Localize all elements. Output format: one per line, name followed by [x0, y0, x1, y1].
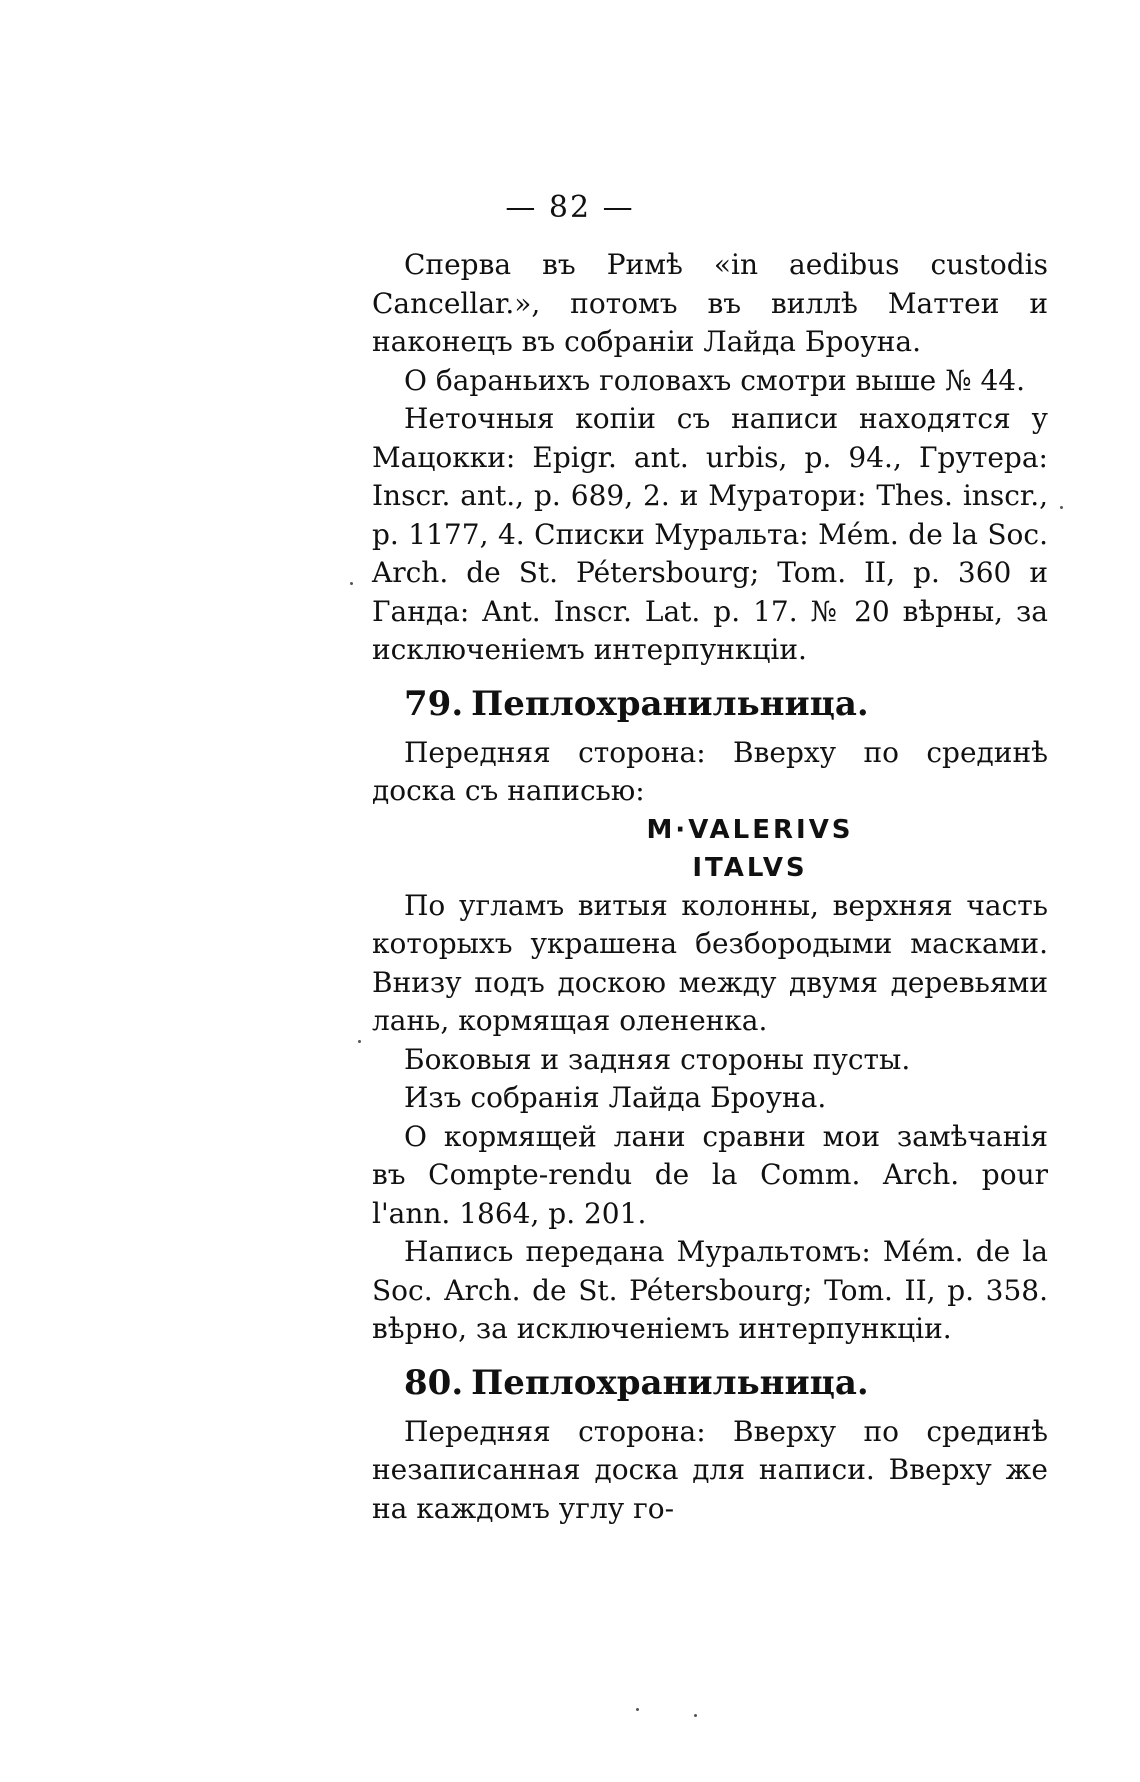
inscription-line-1: M·VALERIVS: [646, 814, 854, 845]
paragraph-79-collection: Изъ собранія Лайда Броуна.: [404, 1081, 827, 1114]
heading-79-number: 79.: [404, 683, 464, 724]
paragraph-ram-heads: О бараньихъ головахъ смотри выше № 44.: [404, 363, 1026, 397]
paragraph-79-columns: По угламъ витыя колонны, верхняя часть которыхъ украшена безбородыми масками. Внизу подъ доскою между двумя деревьями лань, кормящая олененка.: [372, 888, 1048, 1037]
paragraph-copies: Неточныя копіи съ написи находятся у Мацокки: Epigr. ant. urbis, p. 94., Грутера: Inscr. ant., p. 689, 2. и Муратори: Thes. inscr., p. 1177, 4. Списки Муральта: Mém. de la Soc. Arch. de St. Pétersbourg; Tom. II, p. 360 и Ганда: Ant. Inscr. Lat. p. 17. № 20 вѣрны, за исключеніемъ интерпункціи.: [372, 402, 1048, 666]
scan-speck: [358, 1040, 361, 1043]
scan-speck: [694, 1714, 697, 1717]
heading-79-title: Пеплохранильница.: [471, 683, 869, 724]
heading-79: [372, 682, 1048, 726]
paragraph-79-sides: Боковыя и задняя стороны пусты.: [404, 1042, 911, 1076]
paragraph-79-compare: О кормящей лани сравни мои замѣчанія въ Compte-rendu de la Comm. Arch. pour l'ann. 1864, p. 201.: [372, 1119, 1048, 1230]
heading-80-title: Пеплохранильница.: [471, 1362, 869, 1403]
main-text: [372, 246, 1048, 1528]
paragraph-79-muralt: Напись передана Муральтомъ: Mém. de la Soc. Arch. de St. Pétersbourg; Tom. II, p. 358. вѣрно, за исключеніемъ интерпункціи.: [372, 1235, 1048, 1345]
paragraph-79-front: Передняя сторона: Вверху по срединѣ доска съ написью:: [372, 735, 1048, 807]
heading-80-number: 80.: [404, 1362, 464, 1403]
scan-speck: [1060, 506, 1063, 509]
paragraph-80-front: Передняя сторона: Вверху по срединѣ незаписанная доска для написи. Вверху же на каждомъ углу го-: [372, 1414, 1048, 1525]
paragraph-provenance: Сперва въ Римѣ «in aedibus custodis Cancellar.», потомъ въ виллѣ Маттеи и наконецъ въ собраніи Лайда Броуна.: [372, 248, 1048, 358]
inscription-line-2: ITALVS: [692, 852, 808, 883]
heading-80: [372, 1361, 1048, 1405]
scan-speck: [350, 582, 353, 585]
page-number: — 82 —: [505, 190, 635, 225]
scan-speck: [636, 1708, 639, 1711]
